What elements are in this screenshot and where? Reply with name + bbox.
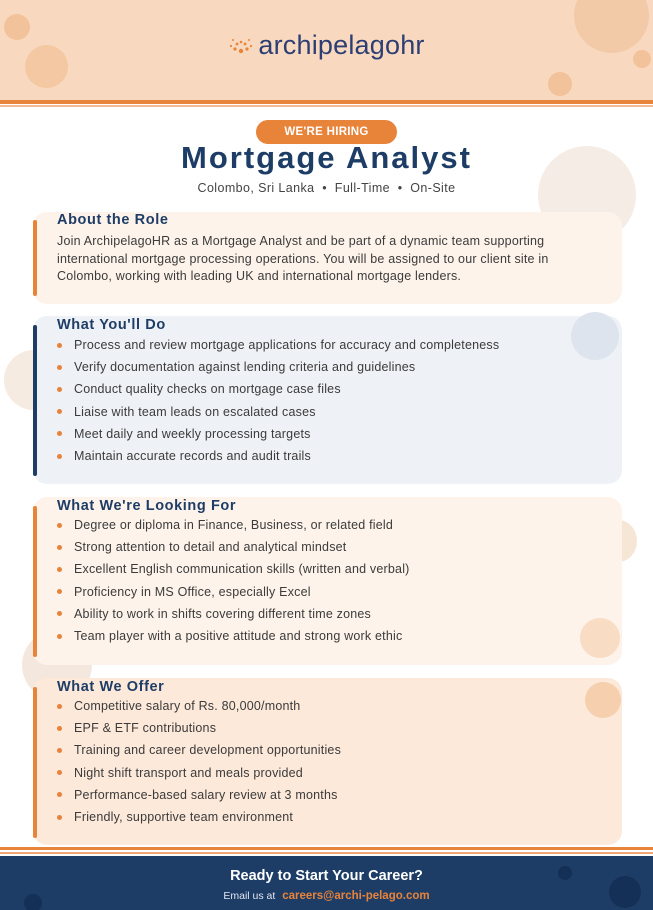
list-item-text: Night shift transport and meals provided — [74, 765, 303, 780]
footer-banner — [0, 856, 653, 910]
job-location: Colombo, Sri Lanka — [197, 181, 315, 195]
decorative-circle — [548, 72, 572, 96]
bullet-dot — [57, 567, 62, 572]
list-item-text: Meet daily and weekly processing targets — [74, 426, 311, 441]
bullet-dot — [57, 343, 62, 348]
list-item — [57, 762, 341, 784]
header-banner — [0, 0, 653, 100]
list-item — [57, 356, 499, 378]
bullet-dot — [57, 748, 62, 753]
list-item — [57, 536, 410, 558]
email-link[interactable]: careers@archi-pelago.com — [282, 890, 430, 902]
requirements-heading: What We're Looking For — [57, 498, 237, 514]
footer-stripe — [0, 852, 653, 854]
list-item-text: EPF & ETF contributions — [74, 721, 217, 736]
list-item — [57, 784, 341, 806]
list-item — [57, 445, 499, 467]
decorative-circle — [571, 312, 619, 360]
bullet-dot — [57, 409, 62, 414]
email-prefix: Email us at — [223, 890, 276, 902]
bullet-dot — [57, 704, 62, 709]
about-text: Join ArchipelagoHR as a Mortgage Analyst and be part of a dynamic team supporting international mortgage processing operations. You will be assigned to our client site in Colombo, working with leading UK and international mortgage lenders. — [57, 234, 549, 283]
bullet-dot — [57, 454, 62, 459]
job-meta — [0, 181, 653, 195]
list-item-text: Performance-based salary review at 3 months — [74, 787, 338, 802]
bullet-dot — [57, 611, 62, 616]
list-item — [57, 558, 410, 580]
list-item-text: Friendly, supportive team environment — [74, 810, 294, 825]
list-item-text: Excellent English communication skills (written and verbal) — [74, 562, 410, 577]
header-stripe — [0, 100, 653, 104]
list-item-text: Verify documentation against lending criteria and guidelines — [74, 360, 416, 375]
company-logo — [0, 30, 653, 62]
footer-stripe — [0, 847, 653, 850]
list-item — [57, 423, 499, 445]
list-item-text: Conduct quality checks on mortgage case files — [74, 382, 341, 397]
section-accent-bar — [33, 506, 37, 657]
list-item — [57, 514, 410, 536]
list-item-text: Strong attention to detail and analytical mindset — [74, 540, 347, 555]
requirements-list — [57, 514, 410, 647]
cta-heading: Ready to Start Your Career? — [230, 868, 423, 884]
list-item-text: Training and career development opportunities — [74, 743, 342, 758]
bullet-dot — [57, 523, 62, 528]
section-accent-bar — [33, 325, 37, 476]
header-stripe — [0, 105, 653, 107]
meta-separator: • — [322, 181, 328, 195]
list-item-text: Liaise with team leads on escalated cases — [74, 404, 316, 419]
list-item-text: Competitive salary of Rs. 80,000/month — [74, 699, 301, 714]
job-title: Mortgage Analyst — [181, 140, 472, 175]
list-item-text: Degree or diploma in Finance, Business, or related field — [74, 518, 394, 533]
list-item — [57, 603, 410, 625]
about-heading: About the Role — [57, 212, 169, 228]
bullet-dot — [57, 545, 62, 550]
section-accent-bar — [33, 220, 37, 296]
list-item — [57, 625, 410, 647]
work-mode: On-Site — [410, 181, 456, 195]
decorative-circle — [585, 682, 621, 718]
sunburst-dots-icon — [228, 35, 254, 57]
list-item — [57, 806, 341, 828]
list-item-text: Ability to work in shifts covering different time zones — [74, 606, 372, 621]
hiring-badge: WE'RE HIRING — [256, 120, 397, 144]
decorative-circle — [580, 618, 620, 658]
bullet-dot — [57, 387, 62, 392]
section-accent-bar — [33, 687, 37, 838]
bullet-dot — [57, 365, 62, 370]
bullet-dot — [57, 726, 62, 731]
list-item-text: Process and review mortgage applications for accuracy and completeness — [74, 338, 500, 353]
bullet-dot — [57, 431, 62, 436]
list-item — [57, 581, 410, 603]
offer-list — [57, 695, 341, 828]
list-item — [57, 378, 499, 400]
bullet-dot — [57, 634, 62, 639]
duties-list — [57, 334, 499, 467]
meta-separator: • — [397, 181, 403, 195]
list-item-text: Proficiency in MS Office, especially Excel — [74, 584, 311, 599]
contact-line — [0, 890, 653, 902]
duties-heading: What You'll Do — [57, 317, 166, 333]
list-item — [57, 739, 341, 761]
bullet-dot — [57, 815, 62, 820]
bullet-dot — [57, 792, 62, 797]
list-item — [57, 695, 341, 717]
company-name: archipelagohr — [258, 30, 425, 60]
list-item — [57, 334, 499, 356]
list-item-text: Maintain accurate records and audit trails — [74, 449, 311, 464]
employment-type: Full-Time — [334, 181, 390, 195]
list-item — [57, 717, 341, 739]
list-item-text: Team player with a positive attitude and strong work ethic — [74, 629, 403, 644]
offer-heading: What We Offer — [57, 679, 165, 695]
bullet-dot — [57, 770, 62, 775]
list-item — [57, 401, 499, 423]
bullet-dot — [57, 589, 62, 594]
